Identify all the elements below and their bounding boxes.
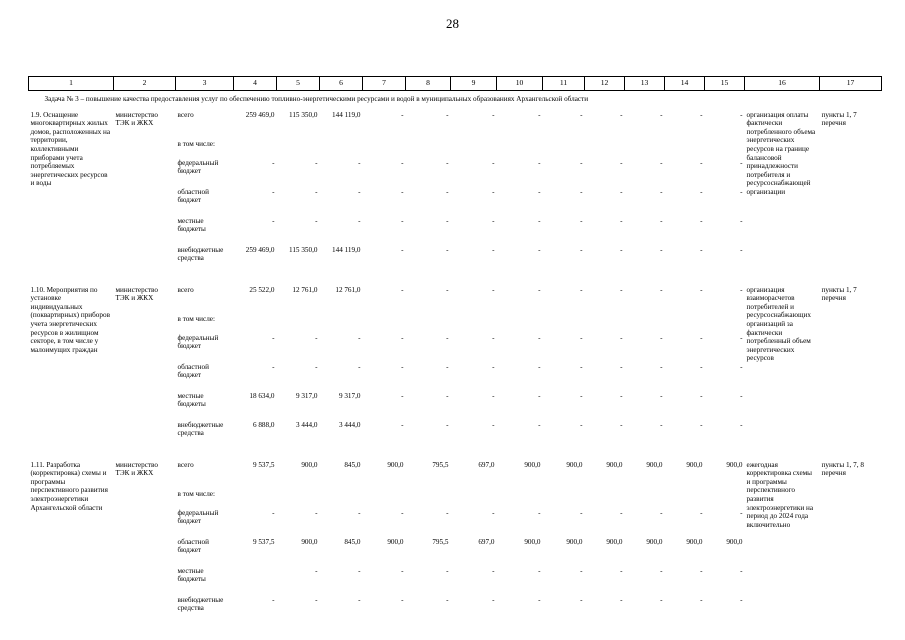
value-cell: 900,0 [606,460,623,469]
value-cell: - [492,391,495,400]
value-cell: - [446,333,449,342]
value-cell: - [538,110,541,119]
measure-executor: министерство ТЭК и ЖКХ [115,460,158,478]
value-cell: 900,0 [524,460,541,469]
gap-cell [29,274,882,285]
funding-source-label: внебюджетные средства [177,245,224,263]
funding-source-label: федеральный бюджет [177,158,219,176]
header-cell: 1 [29,77,114,91]
value-cell: 900,0 [686,537,703,546]
header-cell: 5 [277,77,320,91]
funding-source-label: местные бюджеты [177,216,206,234]
value-cell: - [580,158,583,167]
header-cell: 8 [406,77,451,91]
value-cell: - [358,508,361,517]
value-cell: 900,0 [301,460,318,469]
value-cell [234,139,277,158]
value-cell [497,139,543,158]
value-cell: - [660,508,663,517]
value-cell: - [401,285,404,294]
value-cell: - [446,508,449,517]
value-cell: - [315,595,318,604]
value-cell: - [740,362,743,371]
value-cell: - [620,245,623,254]
value-cell: - [620,566,623,575]
value-cell: - [660,566,663,575]
value-cell: - [740,216,743,225]
value-cell: - [401,158,404,167]
value-cell: 900,0 [606,537,623,546]
value-cell: 9 537,5 [252,460,275,469]
value-cell: - [272,158,275,167]
value-cell: - [740,566,743,575]
value-cell [665,489,705,508]
value-cell: 18 634,0 [249,391,275,400]
row-gap [29,274,882,285]
funding-source-label: всего [177,285,194,294]
funding-source-label: в том числе: [177,489,215,498]
funding-source-label: всего [177,460,194,469]
value-cell: - [358,216,361,225]
value-cell: 900,0 [301,537,318,546]
value-cell: 697,0 [478,537,495,546]
value-cell: - [401,566,404,575]
value-cell: - [492,187,495,196]
value-cell [406,314,451,333]
header-cell: 6 [320,77,363,91]
value-cell [451,139,497,158]
value-cell [497,489,543,508]
value-cell: - [492,216,495,225]
value-cell: 900,0 [646,537,663,546]
header-cell: 15 [705,77,745,91]
value-cell: - [492,110,495,119]
value-cell: - [446,420,449,429]
value-cell: - [580,362,583,371]
value-cell: - [740,420,743,429]
value-cell [705,139,745,158]
value-cell [625,314,665,333]
value-cell: - [620,110,623,119]
value-cell: - [401,420,404,429]
value-cell: - [700,508,703,517]
value-cell [625,139,665,158]
value-cell: 3 444,0 [338,420,361,429]
value-cell: - [358,362,361,371]
value-cell: - [740,508,743,517]
value-cell: 115 350,0 [289,245,318,254]
funding-source-label: областной бюджет [177,537,209,555]
value-cell: - [700,285,703,294]
value-cell: - [401,216,404,225]
value-cell: - [700,362,703,371]
value-cell: - [538,420,541,429]
value-cell: - [580,187,583,196]
value-cell [585,139,625,158]
value-cell: - [700,566,703,575]
value-cell: - [492,508,495,517]
value-cell: - [492,333,495,342]
value-cell: 9 317,0 [295,391,318,400]
value-cell: - [401,391,404,400]
value-cell: - [538,391,541,400]
task-title: Задача № 3 – повышение качества предоставления услуг по обеспечению топливно-энергетическими ресурсами и водой в муниципальных образованиях Архангельской области [44,95,589,103]
header-cell: 17 [820,77,882,91]
value-cell: - [492,285,495,294]
value-cell: - [492,245,495,254]
measure-result: организация оплаты фактически потребленного объема энергетических ресурсов на границе балансовой принадлежности потребителя и ресурсоснабжающей организации [746,110,816,196]
header-cell: 9 [451,77,497,91]
value-cell: 259 469,0 [245,110,275,119]
value-cell: - [700,333,703,342]
value-cell: - [446,187,449,196]
value-cell [543,314,585,333]
value-cell: - [272,508,275,517]
value-cell: - [620,420,623,429]
value-cell: - [580,333,583,342]
value-cell: 900,0 [726,537,743,546]
funding-source-label: местные бюджеты [177,391,206,409]
value-cell: - [620,216,623,225]
value-cell: - [660,391,663,400]
value-cell [320,139,363,158]
header-cell: 11 [543,77,585,91]
value-cell: - [358,595,361,604]
value-cell [277,139,320,158]
funding-source-label: областной бюджет [177,187,209,205]
value-cell: 259 469,0 [245,245,275,254]
measure-link: пункты 1, 7 перечня [821,285,857,303]
value-cell: - [401,110,404,119]
value-cell: - [492,420,495,429]
value-cell: - [358,333,361,342]
value-cell [625,489,665,508]
value-cell: - [446,245,449,254]
task-row [29,91,882,110]
funding-source-label: федеральный бюджет [177,508,219,526]
value-cell [665,314,705,333]
value-cell: 845,0 [344,537,361,546]
funding-table [28,76,882,635]
value-cell: - [660,285,663,294]
funding-source-label: в том числе: [177,139,215,148]
value-cell: - [538,216,541,225]
funding-source-label: внебюджетные средства [177,420,224,438]
value-cell: 900,0 [686,460,703,469]
value-cell: - [446,391,449,400]
value-cell: 795,5 [432,537,449,546]
value-cell [543,139,585,158]
table-row [29,110,882,139]
value-cell: - [580,245,583,254]
funding-source-label: федеральный бюджет [177,333,219,351]
value-cell: - [315,333,318,342]
value-cell: - [492,595,495,604]
measure-result: ежегодная корректировка схемы и программы перспективного развития электроэнергетики на период до 2024 года включительно [746,460,814,529]
value-cell: - [401,187,404,196]
value-cell: 3 444,0 [295,420,318,429]
value-cell: - [700,110,703,119]
value-cell: 12 761,0 [335,285,361,294]
value-cell [406,489,451,508]
funding-source-label: местные бюджеты [177,566,206,584]
value-cell: - [660,362,663,371]
value-cell: - [358,187,361,196]
value-cell [363,314,406,333]
row-gap [29,624,882,635]
measure-executor: министерство ТЭК и ЖКХ [115,110,158,128]
value-cell: - [272,333,275,342]
value-cell [543,489,585,508]
value-cell: 697,0 [478,460,495,469]
value-cell: - [580,566,583,575]
value-cell: - [538,566,541,575]
value-cell: - [446,285,449,294]
value-cell [451,489,497,508]
value-cell: - [272,595,275,604]
value-cell: - [272,362,275,371]
value-cell: - [700,245,703,254]
value-cell: - [538,187,541,196]
value-cell [497,314,543,333]
value-cell: - [620,508,623,517]
value-cell: - [700,216,703,225]
value-cell: - [315,362,318,371]
value-cell: 900,0 [387,537,404,546]
value-cell: - [580,508,583,517]
value-cell [363,489,406,508]
value-cell: - [740,187,743,196]
table-row [29,460,882,489]
value-cell: - [740,391,743,400]
value-cell: 9 537,5 [252,537,275,546]
header-cell: 7 [363,77,406,91]
value-cell: 25 522,0 [249,285,275,294]
value-cell [585,314,625,333]
value-cell: - [538,508,541,517]
value-cell: - [401,333,404,342]
value-cell: - [660,216,663,225]
value-cell: - [315,508,318,517]
value-cell: - [580,391,583,400]
measure-executor: министерство ТЭК и ЖКХ [115,285,158,303]
value-cell: - [700,158,703,167]
value-cell [277,489,320,508]
value-cell: - [740,285,743,294]
value-cell: 900,0 [566,537,583,546]
value-cell: - [315,158,318,167]
value-cell: - [660,187,663,196]
value-cell: 9 317,0 [338,391,361,400]
value-cell: - [740,158,743,167]
value-cell: - [538,245,541,254]
value-cell: - [272,187,275,196]
value-cell: 6 888,0 [252,420,275,429]
value-cell [277,314,320,333]
value-cell: - [620,333,623,342]
value-cell: - [660,595,663,604]
value-cell: - [620,158,623,167]
value-cell: 900,0 [646,460,663,469]
value-cell: - [358,158,361,167]
funding-source-label: внебюджетные средства [177,595,224,613]
value-cell: 900,0 [566,460,583,469]
value-cell [234,566,277,595]
value-cell: - [620,595,623,604]
value-cell: - [660,110,663,119]
value-cell: 12 761,0 [292,285,318,294]
header-cell: 3 [176,77,234,91]
value-cell: - [446,566,449,575]
value-cell: - [538,333,541,342]
value-cell: - [492,362,495,371]
value-cell: - [446,362,449,371]
value-cell: - [315,216,318,225]
value-cell [234,314,277,333]
value-cell: - [538,362,541,371]
value-cell: - [620,362,623,371]
value-cell: - [538,285,541,294]
value-cell [451,314,497,333]
row-gap [29,449,882,460]
value-cell [665,139,705,158]
value-cell: - [538,595,541,604]
value-cell: 144 119,0 [332,110,361,119]
value-cell [585,489,625,508]
header-cell: 16 [745,77,820,91]
value-cell: - [446,595,449,604]
value-cell: - [580,110,583,119]
value-cell: - [580,595,583,604]
header-cell: 10 [497,77,543,91]
value-cell: - [446,216,449,225]
value-cell: - [660,158,663,167]
value-cell: - [580,285,583,294]
value-cell: - [740,245,743,254]
value-cell: - [620,285,623,294]
value-cell: - [401,595,404,604]
value-cell: 900,0 [524,537,541,546]
header-cell: 4 [234,77,277,91]
value-cell [320,314,363,333]
value-cell: - [315,566,318,575]
value-cell: - [446,158,449,167]
value-cell: - [492,158,495,167]
value-cell [406,139,451,158]
measure-link: пункты 1, 7 перечня [821,110,857,128]
value-cell: - [660,333,663,342]
funding-source-label: в том числе: [177,314,215,323]
value-cell: - [620,391,623,400]
value-cell: - [492,566,495,575]
value-cell: - [740,595,743,604]
funding-source-label: всего [177,110,194,119]
value-cell: - [538,158,541,167]
measure-name: 1.10. Мероприятия по установке индивидуальных (поквартирных) приборов учета энергетических ресурсов в жилищном секторе, в том числе у малоимущих граждан [30,285,110,354]
value-cell: 144 119,0 [332,245,361,254]
measure-result: организация взаиморасчетов потребителей и ресурсоснабжающих организаций за фактически потребленный объем энергетических ресурсов [746,285,811,363]
value-cell: - [740,333,743,342]
value-cell: - [700,391,703,400]
value-cell: - [272,216,275,225]
table-row [29,285,882,314]
value-cell [705,314,745,333]
value-cell [363,139,406,158]
value-cell [705,489,745,508]
value-cell: - [401,508,404,517]
value-cell [234,489,277,508]
page-number: 28 [446,16,459,31]
value-cell: - [660,420,663,429]
value-cell: - [580,420,583,429]
value-cell: - [700,187,703,196]
header-cell: 12 [585,77,625,91]
value-cell: - [620,187,623,196]
funding-source-label: областной бюджет [177,362,209,380]
value-cell: - [358,566,361,575]
measure-name: 1.11. Разработка (корректировка) схемы и программы перспективного развития электроэнергетики Архангельской области [30,460,108,512]
measure-name: 1.9. Оснащение многоквартирных жилых домов, расположенных на территории, коллективными приборами учета потребляемых энергетических ресурсов и воды [30,110,111,188]
value-cell: - [315,187,318,196]
header-cell: 13 [625,77,665,91]
value-cell: - [740,110,743,119]
value-cell: - [700,420,703,429]
table-body [29,91,882,635]
header-cell: 2 [114,77,176,91]
value-cell: - [401,362,404,371]
value-cell [320,489,363,508]
value-cell: - [660,245,663,254]
gap-cell [29,624,882,635]
table-header [29,77,882,91]
value-cell: 900,0 [387,460,404,469]
value-cell: 795,5 [432,460,449,469]
value-cell: 900,0 [726,460,743,469]
value-cell: - [700,595,703,604]
value-cell: - [401,245,404,254]
measure-link: пункты 1, 7, 8 перечня [821,460,864,478]
header-cell: 14 [665,77,705,91]
value-cell: - [446,110,449,119]
gap-cell [29,449,882,460]
value-cell: 845,0 [344,460,361,469]
value-cell: - [580,216,583,225]
value-cell: 115 350,0 [289,110,318,119]
